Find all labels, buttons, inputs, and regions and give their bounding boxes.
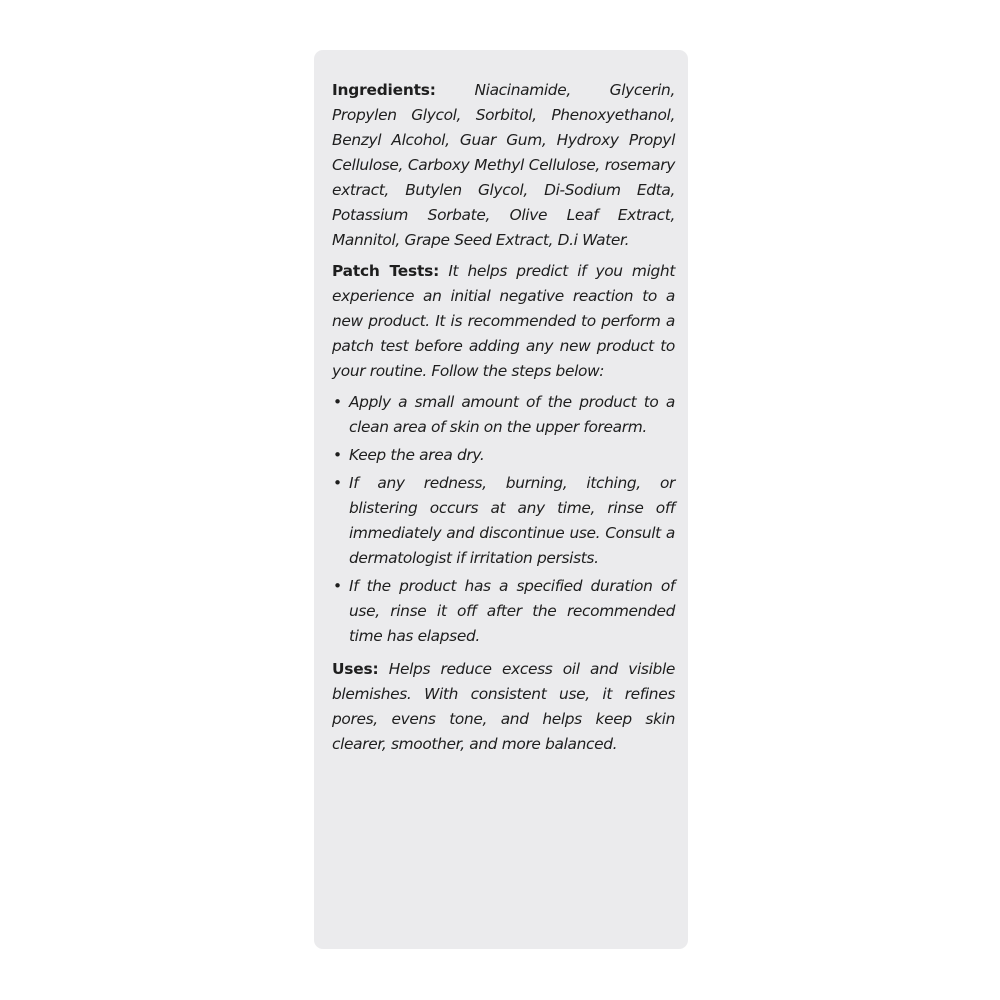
list-item: [332, 443, 675, 468]
patch-test-steps-list: [332, 390, 675, 649]
label-content: [332, 78, 675, 757]
bullet-icon: •: [333, 577, 342, 595]
bullet-icon: •: [333, 393, 342, 411]
ingredients-text: Niacinamide, Glycerin, Propylen Glycol, Sorbitol, Phenoxyethanol, Benzyl Alcohol, Guar Gum, Hydroxy Propyl Cellulose, Carboxy Methyl Cellulose, rosemary extract, Butylen Glycol, Di-Sodium Edta, Potassium Sorbate, Olive Leaf Extract, Mannitol, Grape Seed Extract, D.i Water.: [332, 81, 675, 249]
step-text: If the product has a specified duration of use, rinse it off after the recommended time has elapsed.: [349, 577, 675, 645]
step-text: Keep the area dry.: [349, 446, 485, 464]
step-text: If any redness, burning, itching, or blistering occurs at any time, rinse off immediately and discontinue use. Consult a dermatologist if irritation persists.: [349, 474, 675, 567]
list-item: [332, 390, 675, 440]
step-text: Apply a small amount of the product to a clean area of skin on the upper forearm.: [349, 393, 675, 436]
patch-tests-section: [332, 259, 675, 384]
bullet-icon: •: [333, 446, 342, 464]
list-item: [332, 574, 675, 649]
uses-text: Helps reduce excess oil and visible blemishes. With consistent use, it refines pores, evens tone, and helps keep skin clearer, smoother, and more balanced.: [332, 660, 675, 753]
uses-section: [332, 657, 675, 757]
patch-tests-text: It helps predict if you might experience an initial negative reaction to a new product. It is recommended to perform a patch test before adding any new product to your routine. Follow the steps below:: [332, 262, 675, 380]
list-item: [332, 471, 675, 571]
patch-tests-heading: Patch Tests:: [332, 262, 440, 280]
ingredients-section: [332, 78, 675, 253]
uses-heading: Uses:: [332, 660, 379, 678]
ingredients-heading: Ingredients:: [332, 81, 436, 99]
product-label-card: [314, 50, 688, 949]
bullet-icon: •: [333, 474, 342, 492]
